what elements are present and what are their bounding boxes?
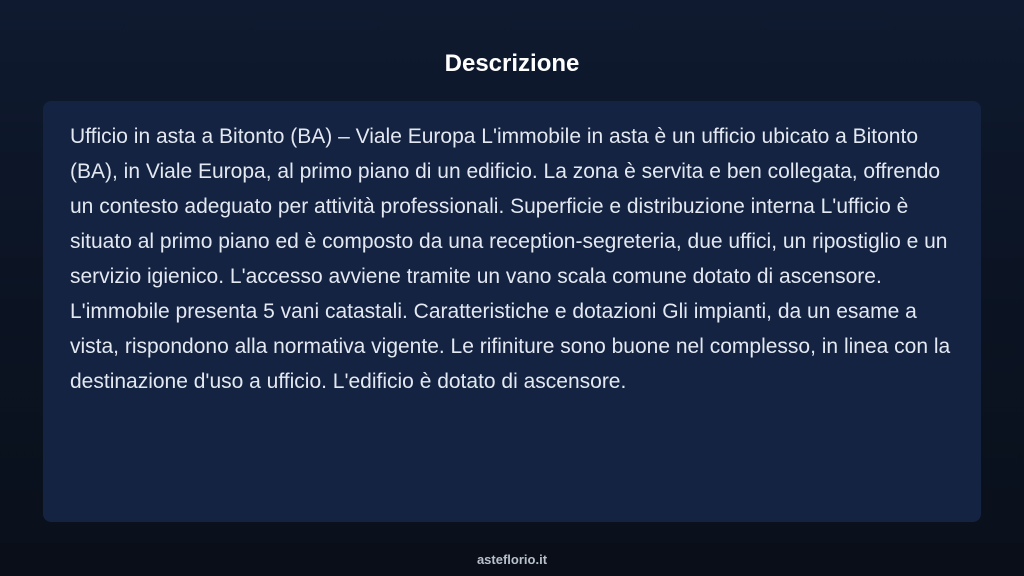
footer-bar [0,543,1024,576]
description-card [43,101,981,522]
page-title: Descrizione [444,50,580,77]
footer-site-label: asteflorio.it [476,552,548,567]
description-text: Ufficio in asta a Bitonto (BA) – Viale Europa L'immobile in asta è un ufficio ubicato a Bitonto (BA), in Viale Europa, al primo piano di un edificio. La zona è servita e ben collegata, offrendo un contesto adeguato per attività professionali. Superficie e distribuzione interna L'ufficio è situato al primo piano ed è composto da una reception-segreteria, due uffici, un ripostiglio e un servizio igienico. L'accesso avviene tramite un vano scala comune dotato di ascensore. L'immobile presenta 5 vani catastali. Caratteristiche e dotazioni Gli impianti, da un esame a vista, rispondono alla normativa vigente. Le rifiniture sono buone nel complesso, in linea con la destinazione d'uso a ufficio. L'edificio è dotato di ascensore. [70,125,951,393]
